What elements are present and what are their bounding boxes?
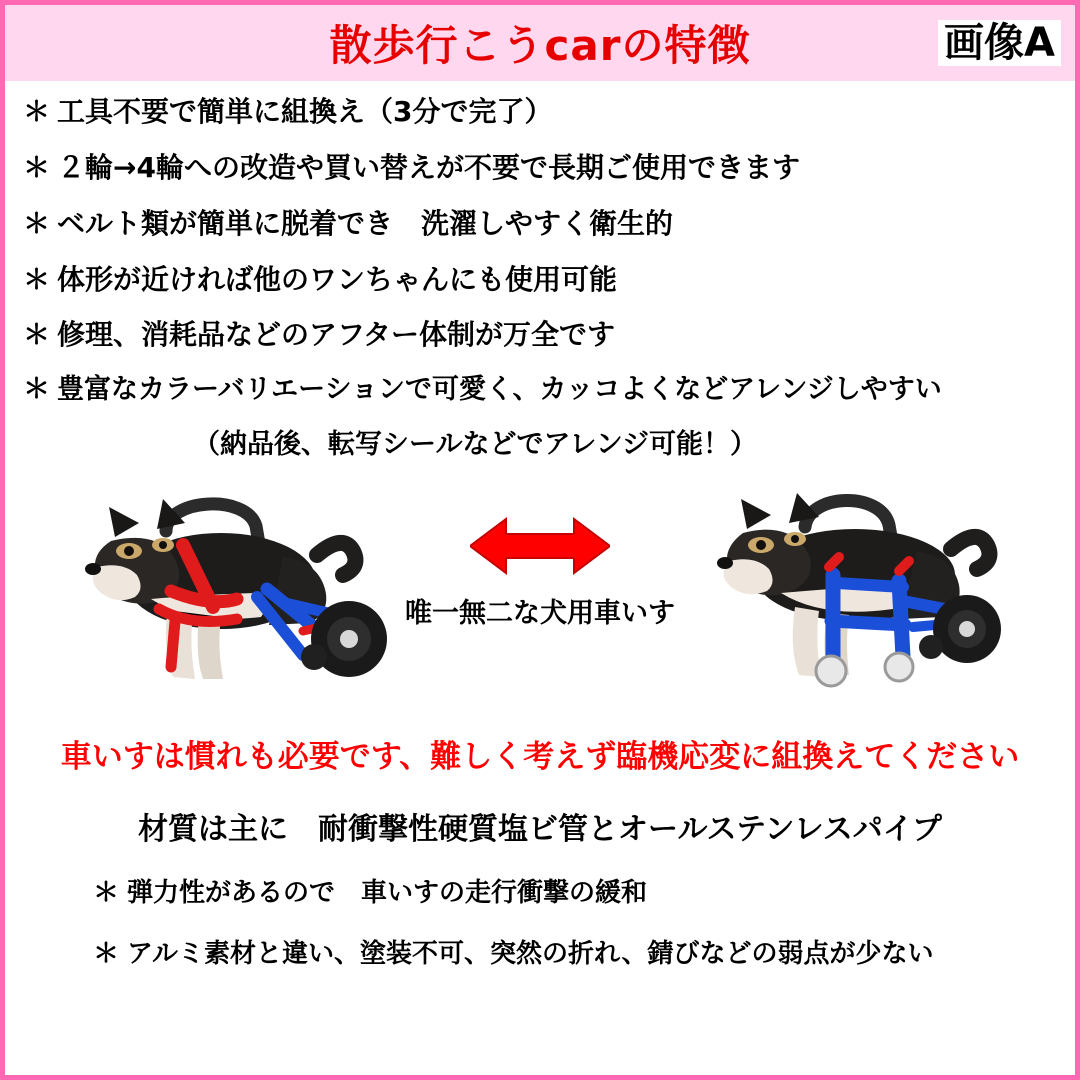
material-heading: 材質は主に 耐衝撃性硬質塩ビ管とオールステンレスパイプ [138, 812, 942, 848]
page-title: 散歩行こうcarの特徴 [329, 21, 751, 70]
list-item [5, 872, 1075, 909]
list-item [23, 263, 1057, 297]
feature-list [5, 81, 1075, 461]
list-item-label: 弾力性があるので 車いすの走行衝撃の緩和 [127, 878, 648, 909]
header-banner [5, 5, 1075, 81]
bullet-star-icon: ＊ [93, 939, 120, 970]
bullet-star-icon: ＊ [23, 264, 50, 296]
list-item-label: 豊富なカラーバリエーションで可愛く、カッコよくなどアレンジしやすい [57, 374, 942, 406]
list-item [23, 151, 1057, 185]
list-item [23, 374, 1057, 406]
list-item-label: アルミ素材と違い、塗装不可、突然の折れ、錆びなどの弱点が少ない [127, 939, 934, 970]
list-item [23, 95, 1057, 129]
arrangement-note: （納品後、転写シールなどでアレンジ可能！） [193, 429, 758, 461]
list-item-label: ベルト類が簡単に脱着でき 洗濯しやすく衛生的 [57, 206, 674, 240]
list-item [5, 933, 1075, 970]
list-item-label: 修理、消耗品などのアフター体制が万全です [57, 318, 616, 352]
bullet-star-icon: ＊ [23, 320, 50, 352]
bullet-star-icon: ＊ [23, 97, 50, 128]
list-item [23, 318, 1057, 352]
list-item-label: ２輪→4輪への改造や買い替えが不要で長期ご使用できます [57, 150, 800, 184]
list-item [23, 207, 1057, 241]
image-label-badge: 画像A [938, 20, 1061, 66]
center-caption: 唯一無二な犬用車いす [405, 598, 675, 630]
bullet-star-icon: ＊ [23, 374, 50, 406]
bullet-star-icon: ＊ [23, 152, 50, 184]
bullet-star-icon: ＊ [93, 878, 120, 909]
bullet-star-icon: ＊ [23, 208, 50, 240]
comparison-center [350, 507, 730, 630]
double-arrow-icon [350, 507, 730, 585]
list-item-label: 体形が近ければ他のワンちゃんにも使用可能 [57, 262, 618, 296]
photo-four-wheel-wheelchair [685, 471, 1015, 711]
red-emphasis-line: 車いすは慣れも必要です、難しく考えず臨機応変に組換えてください [60, 739, 1020, 776]
list-item-label: 工具不要で簡単に組換え（3分で完了） [57, 95, 553, 128]
photo-comparison-row [5, 471, 1075, 721]
